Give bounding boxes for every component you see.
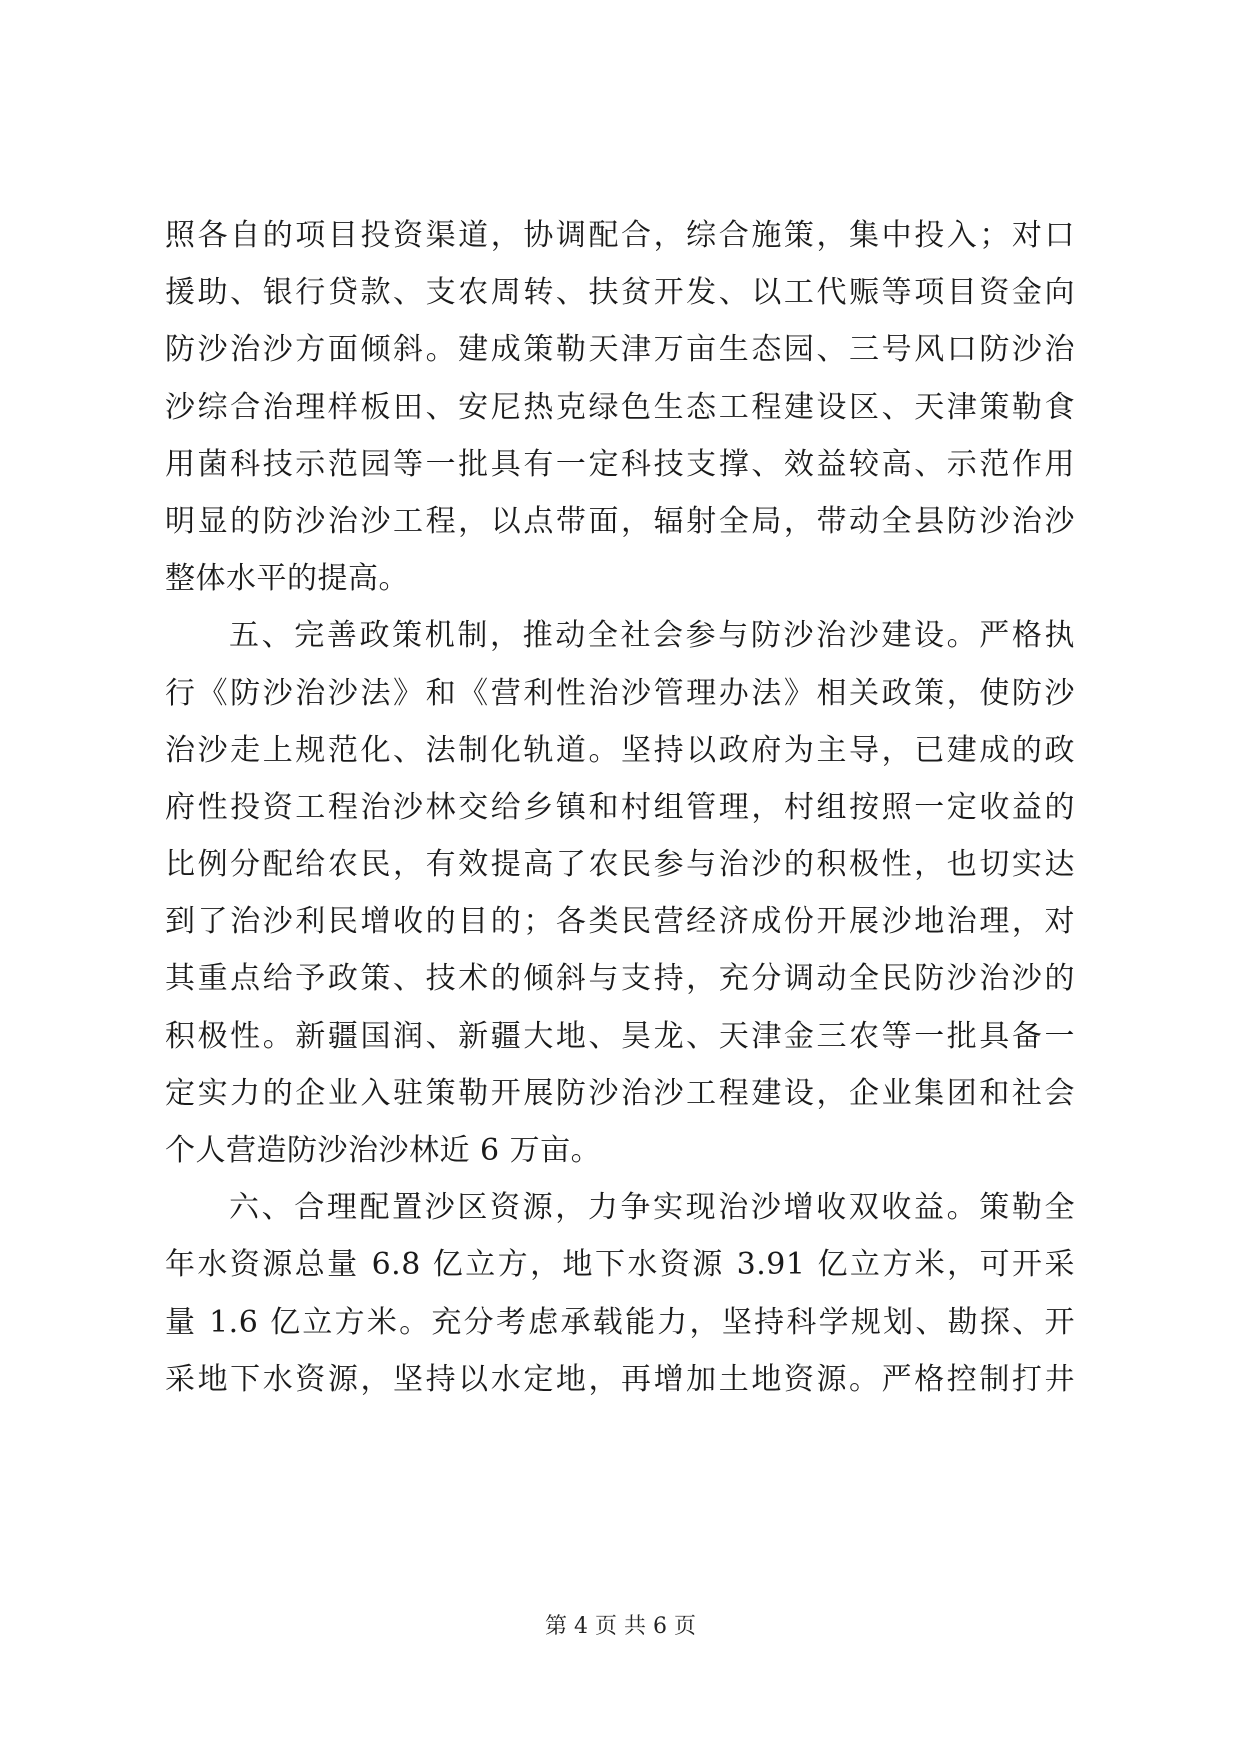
text-line: 府性投资工程治沙林交给乡镇和村组管理，村组按照一定收益的	[165, 789, 1075, 825]
text-line: 个人营造防沙治沙林近 6 万亩。	[165, 1133, 602, 1168]
text-line: 采地下水资源，坚持以水定地，再增加土地资源。严格控制打井	[165, 1361, 1075, 1397]
text-line: 行《防沙治沙法》和《营利性治沙管理办法》相关政策，使防沙	[165, 675, 1075, 711]
text-line: 积极性。新疆国润、新疆大地、昊龙、天津金三农等一批具备一	[165, 1018, 1075, 1054]
section-heading-line: 六、合理配置沙区资源，力争实现治沙增收双收益。策勒全	[229, 1190, 1075, 1226]
page-number-footer: 第 4 页 共 6 页	[545, 1614, 696, 1639]
text-line: 治沙走上规范化、法制化轨道。坚持以政府为主导，已建成的政	[165, 732, 1075, 768]
text-line: 沙综合治理样板田、安尼热克绿色生态工程建设区、天津策勒食	[165, 389, 1075, 425]
section-heading-line: 五、完善政策机制，推动全社会参与防沙治沙建设。严格执	[229, 618, 1075, 654]
text-line: 明显的防沙治沙工程，以点带面，辐射全局，带动全县防沙治沙	[165, 503, 1075, 539]
text-line: 防沙治沙方面倾斜。建成策勒天津万亩生态园、三号风口防沙治	[165, 332, 1075, 368]
text-line: 量 1.6 亿立方米。充分考虑承载能力，坚持科学规划、勘探、开	[165, 1304, 1075, 1340]
text-line: 其重点给予政策、技术的倾斜与支持，充分调动全民防沙治沙的	[165, 961, 1075, 997]
text-line: 援助、银行贷款、支农周转、扶贫开发、以工代赈等项目资金向	[165, 275, 1075, 311]
text-line: 用菌科技示范园等一批具有一定科技支撑、效益较高、示范作用	[165, 446, 1075, 482]
body-text	[165, 207, 1075, 1408]
text-line: 比例分配给农民，有效提高了农民参与治沙的积极性，也切实达	[165, 847, 1075, 883]
text-line: 年水资源总量 6.8 亿立方，地下水资源 3.91 亿立方米，可开采	[165, 1247, 1075, 1283]
text-line: 定实力的企业入驻策勒开展防沙治沙工程建设，企业集团和社会	[165, 1075, 1075, 1111]
text-line: 整体水平的提高。	[165, 561, 409, 597]
text-line: 到了治沙利民增收的目的；各类民营经济成份开展沙地治理，对	[165, 904, 1075, 940]
text-line: 照各自的项目投资渠道，协调配合，综合施策，集中投入；对口	[165, 218, 1075, 253]
